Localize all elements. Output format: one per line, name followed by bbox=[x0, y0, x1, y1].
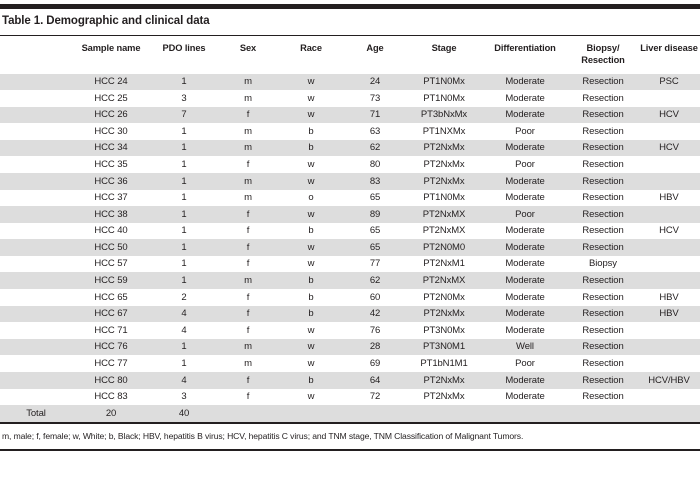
table-row bbox=[0, 123, 700, 140]
biopsy-header-line-1: Biopsy/ bbox=[586, 43, 620, 54]
cell-stage: PT2NxMx bbox=[406, 140, 482, 157]
cell-biopsy-resection: Resection bbox=[568, 289, 638, 306]
cell-differentiation: Poor bbox=[482, 123, 568, 140]
cell-biopsy-resection: Resection bbox=[568, 74, 638, 91]
table-row bbox=[0, 90, 700, 107]
table-total-row bbox=[0, 405, 700, 422]
cell-biopsy-resection: Resection bbox=[568, 123, 638, 140]
cell-pdo-lines: 1 bbox=[150, 190, 218, 207]
total-empty-cell bbox=[638, 405, 700, 422]
cell-liver-disease bbox=[638, 123, 700, 140]
column-header-differentiation: Differentiation bbox=[494, 43, 556, 54]
cell-blank bbox=[0, 140, 72, 157]
cell-sex: f bbox=[218, 306, 278, 323]
cell-age: 71 bbox=[344, 107, 406, 124]
cell-race: w bbox=[278, 107, 344, 124]
cell-age: 63 bbox=[344, 123, 406, 140]
cell-age: 62 bbox=[344, 140, 406, 157]
cell-stage: PT2N0Mx bbox=[406, 289, 482, 306]
cell-liver-disease bbox=[638, 206, 700, 223]
biopsy-header-line-2: Resection bbox=[581, 54, 625, 65]
table-row bbox=[0, 256, 700, 273]
table-row bbox=[0, 223, 700, 240]
column-header-sample-name: Sample name bbox=[81, 43, 141, 54]
bottom-rule bbox=[0, 449, 700, 451]
cell-liver-disease: HBV bbox=[638, 306, 700, 323]
cell-blank bbox=[0, 223, 72, 240]
cell-sample-name: HCC 67 bbox=[72, 306, 150, 323]
cell-differentiation: Moderate bbox=[482, 190, 568, 207]
cell-liver-disease bbox=[638, 339, 700, 356]
cell-differentiation: Moderate bbox=[482, 256, 568, 273]
cell-pdo-lines: 2 bbox=[150, 289, 218, 306]
total-empty-cell bbox=[406, 405, 482, 422]
total-empty-cell bbox=[278, 405, 344, 422]
cell-biopsy-resection: Resection bbox=[568, 140, 638, 157]
table-row bbox=[0, 239, 700, 256]
cell-liver-disease: HBV bbox=[638, 289, 700, 306]
total-pdo-count: 40 bbox=[150, 405, 218, 422]
cell-pdo-lines: 1 bbox=[150, 272, 218, 289]
table-row bbox=[0, 140, 700, 157]
cell-blank bbox=[0, 206, 72, 223]
cell-liver-disease bbox=[638, 256, 700, 273]
cell-liver-disease: HCV/HBV bbox=[638, 372, 700, 389]
column-header-race: Race bbox=[300, 43, 322, 54]
cell-pdo-lines: 1 bbox=[150, 123, 218, 140]
cell-sample-name: HCC 50 bbox=[72, 239, 150, 256]
table-row bbox=[0, 156, 700, 173]
cell-sex: f bbox=[218, 372, 278, 389]
cell-biopsy-resection: Resection bbox=[568, 190, 638, 207]
cell-differentiation: Moderate bbox=[482, 223, 568, 240]
cell-race: b bbox=[278, 289, 344, 306]
cell-blank bbox=[0, 123, 72, 140]
cell-stage: PT2NxMx bbox=[406, 372, 482, 389]
table-header bbox=[0, 36, 700, 73]
cell-sex: m bbox=[218, 190, 278, 207]
cell-blank bbox=[0, 90, 72, 107]
table-row bbox=[0, 372, 700, 389]
cell-stage: PT2NxMx bbox=[406, 156, 482, 173]
cell-biopsy-resection: Resection bbox=[568, 372, 638, 389]
cell-sex: m bbox=[218, 74, 278, 91]
cell-stage: PT2NxMX bbox=[406, 272, 482, 289]
cell-sample-name: HCC 26 bbox=[72, 107, 150, 124]
cell-differentiation: Moderate bbox=[482, 107, 568, 124]
table-row bbox=[0, 107, 700, 124]
cell-pdo-lines: 4 bbox=[150, 372, 218, 389]
cell-liver-disease bbox=[638, 272, 700, 289]
cell-pdo-lines: 1 bbox=[150, 140, 218, 157]
column-header-age: Age bbox=[366, 43, 384, 54]
cell-stage: PT3N0M1 bbox=[406, 339, 482, 356]
cell-sample-name: HCC 65 bbox=[72, 289, 150, 306]
cell-sample-name: HCC 40 bbox=[72, 223, 150, 240]
cell-age: 77 bbox=[344, 256, 406, 273]
cell-race: b bbox=[278, 372, 344, 389]
cell-race: b bbox=[278, 223, 344, 240]
cell-race: b bbox=[278, 272, 344, 289]
cell-sex: f bbox=[218, 107, 278, 124]
cell-race: o bbox=[278, 190, 344, 207]
cell-pdo-lines: 4 bbox=[150, 306, 218, 323]
cell-stage: PT2NxMx bbox=[406, 173, 482, 190]
cell-liver-disease bbox=[638, 355, 700, 372]
cell-blank bbox=[0, 355, 72, 372]
cell-liver-disease bbox=[638, 389, 700, 406]
cell-age: 76 bbox=[344, 322, 406, 339]
cell-stage: PT2NxMX bbox=[406, 223, 482, 240]
cell-race: w bbox=[278, 74, 344, 91]
cell-liver-disease: PSC bbox=[638, 74, 700, 91]
table-row bbox=[0, 173, 700, 190]
cell-differentiation: Moderate bbox=[482, 173, 568, 190]
table-row bbox=[0, 206, 700, 223]
cell-differentiation: Poor bbox=[482, 355, 568, 372]
cell-biopsy-resection: Resection bbox=[568, 206, 638, 223]
cell-blank bbox=[0, 322, 72, 339]
cell-blank bbox=[0, 190, 72, 207]
cell-liver-disease bbox=[638, 322, 700, 339]
cell-pdo-lines: 1 bbox=[150, 223, 218, 240]
cell-sex: f bbox=[218, 256, 278, 273]
cell-age: 65 bbox=[344, 190, 406, 207]
cell-biopsy-resection: Resection bbox=[568, 389, 638, 406]
cell-differentiation: Moderate bbox=[482, 272, 568, 289]
table-body bbox=[0, 74, 700, 423]
cell-race: b bbox=[278, 306, 344, 323]
cell-age: 73 bbox=[344, 90, 406, 107]
table-row bbox=[0, 339, 700, 356]
cell-stage: PT2NxM1 bbox=[406, 256, 482, 273]
cell-sex: f bbox=[218, 223, 278, 240]
cell-sex: m bbox=[218, 140, 278, 157]
cell-age: 64 bbox=[344, 372, 406, 389]
cell-pdo-lines: 1 bbox=[150, 355, 218, 372]
cell-biopsy-resection: Biopsy bbox=[568, 256, 638, 273]
cell-blank bbox=[0, 289, 72, 306]
cell-blank bbox=[0, 389, 72, 406]
cell-race: w bbox=[278, 389, 344, 406]
total-label: Total bbox=[0, 405, 72, 422]
cell-stage: PT2N0M0 bbox=[406, 239, 482, 256]
cell-age: 69 bbox=[344, 355, 406, 372]
demographic-clinical-table bbox=[0, 36, 700, 422]
cell-biopsy-resection: Resection bbox=[568, 239, 638, 256]
cell-stage: PT3bNxMx bbox=[406, 107, 482, 124]
column-header-sex: Sex bbox=[239, 43, 257, 54]
cell-pdo-lines: 4 bbox=[150, 322, 218, 339]
cell-pdo-lines: 1 bbox=[150, 339, 218, 356]
cell-sample-name: HCC 38 bbox=[72, 206, 150, 223]
cell-sex: m bbox=[218, 123, 278, 140]
cell-sample-name: HCC 77 bbox=[72, 355, 150, 372]
cell-pdo-lines: 1 bbox=[150, 156, 218, 173]
table-footnote: m, male; f, female; w, White; b, Black; HBV, hepatitis B virus; HCV, hepatitis C virus; and TNM stage, TNM Classification of Malignant Tumors. bbox=[2, 430, 524, 441]
cell-sample-name: HCC 37 bbox=[72, 190, 150, 207]
cell-sample-name: HCC 57 bbox=[72, 256, 150, 273]
table-header-row bbox=[0, 36, 700, 73]
column-header-stage: Stage bbox=[431, 43, 457, 54]
cell-stage: PT2NxMx bbox=[406, 306, 482, 323]
cell-stage: PT1NXMx bbox=[406, 123, 482, 140]
cell-stage: PT1N0Mx bbox=[406, 74, 482, 91]
cell-differentiation: Moderate bbox=[482, 372, 568, 389]
cell-sample-name: HCC 83 bbox=[72, 389, 150, 406]
cell-sex: m bbox=[218, 272, 278, 289]
cell-race: w bbox=[278, 173, 344, 190]
cell-blank bbox=[0, 74, 72, 91]
cell-race: w bbox=[278, 239, 344, 256]
table-row bbox=[0, 322, 700, 339]
cell-differentiation: Moderate bbox=[482, 389, 568, 406]
table-row bbox=[0, 306, 700, 323]
cell-blank bbox=[0, 339, 72, 356]
cell-sample-name: HCC 71 bbox=[72, 322, 150, 339]
column-header-liver-disease: Liver disease bbox=[640, 43, 698, 54]
cell-blank bbox=[0, 107, 72, 124]
cell-liver-disease bbox=[638, 90, 700, 107]
cell-age: 62 bbox=[344, 272, 406, 289]
cell-differentiation: Poor bbox=[482, 206, 568, 223]
cell-differentiation: Moderate bbox=[482, 140, 568, 157]
cell-pdo-lines: 1 bbox=[150, 256, 218, 273]
cell-liver-disease bbox=[638, 156, 700, 173]
cell-age: 65 bbox=[344, 239, 406, 256]
cell-race: w bbox=[278, 355, 344, 372]
cell-sex: f bbox=[218, 206, 278, 223]
cell-age: 65 bbox=[344, 223, 406, 240]
cell-differentiation: Moderate bbox=[482, 74, 568, 91]
cell-pdo-lines: 1 bbox=[150, 74, 218, 91]
cell-biopsy-resection: Resection bbox=[568, 322, 638, 339]
table-row bbox=[0, 389, 700, 406]
total-empty-cell bbox=[344, 405, 406, 422]
cell-differentiation: Moderate bbox=[482, 90, 568, 107]
cell-differentiation: Poor bbox=[482, 156, 568, 173]
cell-age: 24 bbox=[344, 74, 406, 91]
table-figure bbox=[0, 4, 700, 451]
cell-sex: f bbox=[218, 239, 278, 256]
cell-differentiation: Moderate bbox=[482, 239, 568, 256]
cell-sex: m bbox=[218, 90, 278, 107]
cell-biopsy-resection: Resection bbox=[568, 306, 638, 323]
cell-biopsy-resection: Resection bbox=[568, 107, 638, 124]
cell-sample-name: HCC 35 bbox=[72, 156, 150, 173]
column-header-biopsy-resection bbox=[568, 36, 638, 73]
cell-pdo-lines: 1 bbox=[150, 206, 218, 223]
cell-liver-disease: HBV bbox=[638, 190, 700, 207]
table-row bbox=[0, 74, 700, 91]
cell-biopsy-resection: Resection bbox=[568, 156, 638, 173]
cell-age: 89 bbox=[344, 206, 406, 223]
cell-liver-disease: HCV bbox=[638, 223, 700, 240]
cell-sex: m bbox=[218, 355, 278, 372]
cell-sample-name: HCC 24 bbox=[72, 74, 150, 91]
cell-sample-name: HCC 59 bbox=[72, 272, 150, 289]
cell-age: 80 bbox=[344, 156, 406, 173]
column-header-blank bbox=[0, 36, 72, 73]
cell-differentiation: Moderate bbox=[482, 289, 568, 306]
cell-biopsy-resection: Resection bbox=[568, 355, 638, 372]
cell-stage: PT1N0Mx bbox=[406, 90, 482, 107]
cell-liver-disease: HCV bbox=[638, 107, 700, 124]
cell-age: 60 bbox=[344, 289, 406, 306]
cell-blank bbox=[0, 372, 72, 389]
cell-pdo-lines: 7 bbox=[150, 107, 218, 124]
cell-biopsy-resection: Resection bbox=[568, 272, 638, 289]
cell-liver-disease bbox=[638, 239, 700, 256]
table-title: Table 1. Demographic and clinical data bbox=[2, 15, 210, 27]
column-header-pdo-lines: PDO lines bbox=[162, 43, 206, 54]
cell-race: w bbox=[278, 156, 344, 173]
cell-race: w bbox=[278, 256, 344, 273]
total-sample-count: 20 bbox=[72, 405, 150, 422]
cell-age: 28 bbox=[344, 339, 406, 356]
cell-stage: PT2NxMX bbox=[406, 206, 482, 223]
cell-pdo-lines: 1 bbox=[150, 173, 218, 190]
cell-sex: f bbox=[218, 322, 278, 339]
cell-sample-name: HCC 34 bbox=[72, 140, 150, 157]
cell-race: w bbox=[278, 339, 344, 356]
cell-sex: f bbox=[218, 156, 278, 173]
table-row bbox=[0, 289, 700, 306]
cell-blank bbox=[0, 256, 72, 273]
cell-sample-name: HCC 30 bbox=[72, 123, 150, 140]
cell-pdo-lines: 3 bbox=[150, 90, 218, 107]
cell-stage: PT1bN1M1 bbox=[406, 355, 482, 372]
cell-age: 42 bbox=[344, 306, 406, 323]
cell-race: w bbox=[278, 90, 344, 107]
cell-differentiation: Moderate bbox=[482, 322, 568, 339]
table-row bbox=[0, 190, 700, 207]
cell-race: w bbox=[278, 206, 344, 223]
cell-sample-name: HCC 80 bbox=[72, 372, 150, 389]
cell-differentiation: Moderate bbox=[482, 306, 568, 323]
cell-sex: m bbox=[218, 339, 278, 356]
cell-sample-name: HCC 76 bbox=[72, 339, 150, 356]
cell-stage: PT2NxMx bbox=[406, 389, 482, 406]
cell-pdo-lines: 3 bbox=[150, 389, 218, 406]
cell-sex: f bbox=[218, 289, 278, 306]
table-row bbox=[0, 272, 700, 289]
cell-sex: m bbox=[218, 173, 278, 190]
cell-biopsy-resection: Resection bbox=[568, 339, 638, 356]
cell-differentiation: Well bbox=[482, 339, 568, 356]
cell-blank bbox=[0, 306, 72, 323]
cell-race: b bbox=[278, 123, 344, 140]
cell-sample-name: HCC 25 bbox=[72, 90, 150, 107]
cell-liver-disease bbox=[638, 173, 700, 190]
total-empty-cell bbox=[218, 405, 278, 422]
cell-sex: f bbox=[218, 389, 278, 406]
cell-pdo-lines: 1 bbox=[150, 239, 218, 256]
cell-age: 72 bbox=[344, 389, 406, 406]
cell-blank bbox=[0, 173, 72, 190]
cell-biopsy-resection: Resection bbox=[568, 173, 638, 190]
table-row bbox=[0, 355, 700, 372]
cell-blank bbox=[0, 156, 72, 173]
total-empty-cell bbox=[568, 405, 638, 422]
cell-blank bbox=[0, 272, 72, 289]
cell-blank bbox=[0, 239, 72, 256]
cell-sample-name: HCC 36 bbox=[72, 173, 150, 190]
cell-liver-disease: HCV bbox=[638, 140, 700, 157]
total-empty-cell bbox=[482, 405, 568, 422]
cell-stage: PT1N0Mx bbox=[406, 190, 482, 207]
cell-race: w bbox=[278, 322, 344, 339]
cell-stage: PT3N0Mx bbox=[406, 322, 482, 339]
cell-age: 83 bbox=[344, 173, 406, 190]
cell-race: b bbox=[278, 140, 344, 157]
cell-biopsy-resection: Resection bbox=[568, 90, 638, 107]
cell-biopsy-resection: Resection bbox=[568, 223, 638, 240]
